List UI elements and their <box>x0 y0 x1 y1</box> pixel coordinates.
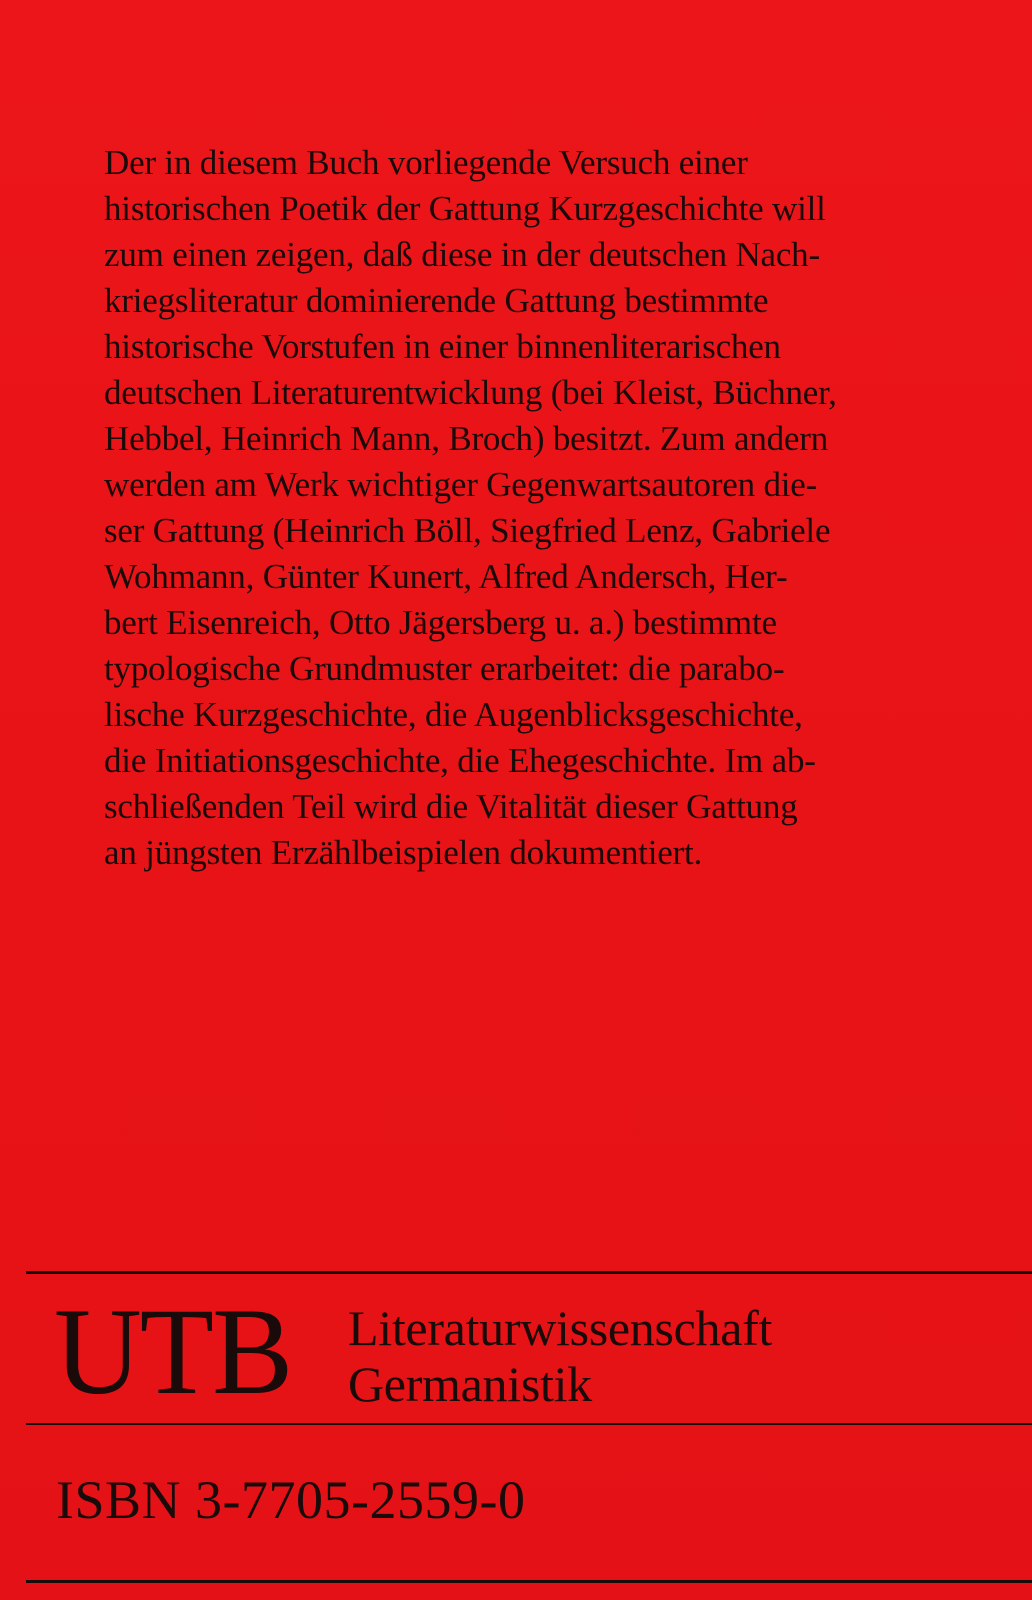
blurb-line: ser Gattung (Heinrich Böll, Siegfried Lenz, Gabriele <box>104 511 831 550</box>
blurb-line: bert Eisenreich, Otto Jägersberg u. a.) bestimmte <box>104 603 777 642</box>
blurb-line: typologische Grundmuster erarbeitet: die parabo- <box>104 649 785 688</box>
publisher-logo: UTB <box>54 1283 292 1420</box>
blurb-line: lische Kurzgeschichte, die Augenblicksgeschichte, <box>104 695 803 734</box>
blurb-line: Der in diesem Buch vorliegende Versuch einer <box>104 143 748 182</box>
blurb-line: an jüngsten Erzählbeispielen dokumentiert. <box>104 833 703 872</box>
series-title <box>348 1300 772 1412</box>
blurb-line: Wohmann, Günter Kunert, Alfred Andersch, Her- <box>104 557 788 596</box>
isbn-number: ISBN 3-7705-2559-0 <box>56 1470 526 1530</box>
blurb-line: deutschen Literaturentwicklung (bei Kleist, Büchner, <box>104 373 837 412</box>
series-line-1: Literaturwissenschaft <box>348 1300 773 1356</box>
blurb-line: zum einen zeigen, daß diese in der deutschen Nach- <box>104 235 820 274</box>
divider-middle <box>26 1423 1032 1425</box>
divider-top <box>26 1271 1032 1274</box>
blurb-line: historischen Poetik der Gattung Kurzgeschichte will <box>104 189 826 228</box>
divider-bottom <box>26 1580 1032 1583</box>
blurb-line: historische Vorstufen in einer binnenliterarischen <box>104 327 781 366</box>
blurb-line: werden am Werk wichtiger Gegenwartsautoren die- <box>104 465 818 504</box>
blurb-line: kriegsliteratur dominierende Gattung bestimmte <box>104 281 769 320</box>
blurb-line: die Initiationsgeschichte, die Ehegeschichte. Im ab- <box>104 741 816 780</box>
blurb-line: Hebbel, Heinrich Mann, Broch) besitzt. Zum andern <box>104 419 829 458</box>
blurb-line: schließenden Teil wird die Vitalität dieser Gattung <box>104 787 798 826</box>
blurb-text <box>104 140 984 876</box>
series-line-2: Germanistik <box>348 1356 592 1412</box>
